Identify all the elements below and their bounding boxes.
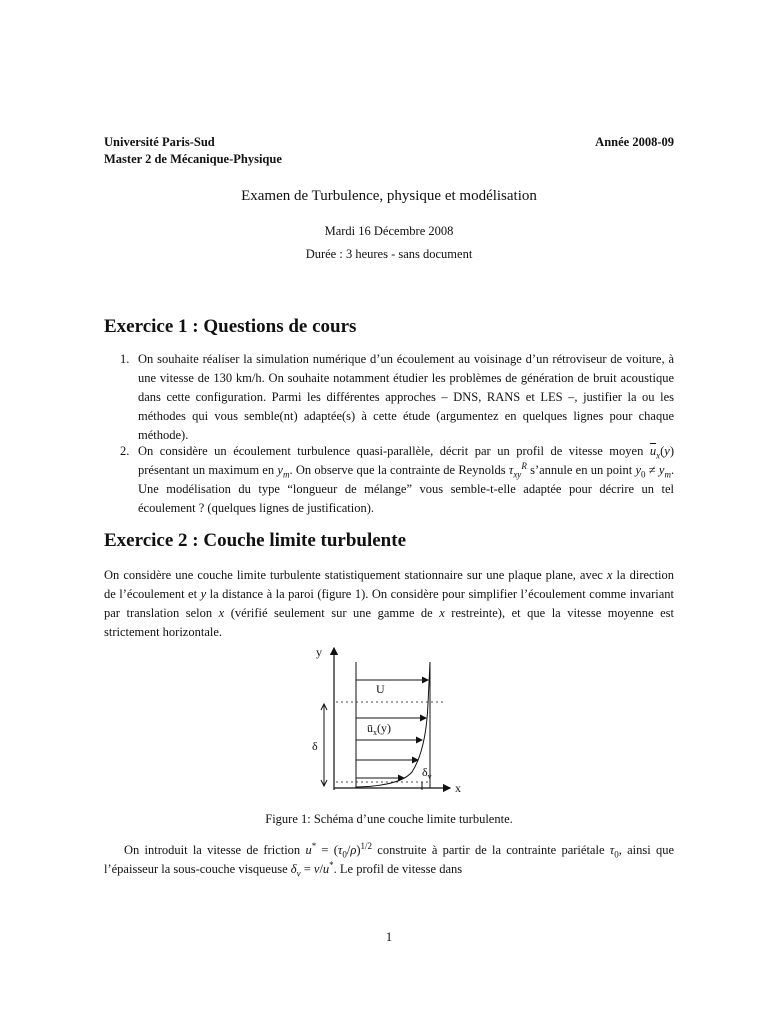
outer-velocity-label: U <box>376 682 385 696</box>
exam-title: Examen de Turbulence, physique et modélisation <box>241 188 537 204</box>
question-1-text: On souhaite réaliser la simulation numérique d’un écoulement au voisinage d’un rétroviseur de voiture, à une vitesse de 130 km/h. On souhaite notamment étudier les problèmes de génération de bruit acoustique dans cette configuration. Parmi les différentes approches – DNS, RANS et LES –, justifier la ou les méthodes qui vous semble(nt) adaptée(s) à cette étude (argumentez en quelques lignes pour chaque méthode). <box>138 352 674 442</box>
program-name: Master 2 de Mécanique-Physique <box>104 152 282 166</box>
x-axis-label: x <box>455 781 461 795</box>
question-2-text: On considère un écoulement turbulence quasi-parallèle, décrit par un profil de vitesse moyen $\overline{u}_x(y)$ présentant un maximum en $y_m$. On observe que la contrainte de Reynolds $\tau_{xy}^R$ s’annule en un point $y_0 \ne y_m$. Une modélisation du type “longueur de mélange” vous semble-t-elle adaptée pour décrire un tel écoulement ? (quelques lignes de justification). <box>138 444 675 515</box>
question-2-number: 2. <box>120 444 130 458</box>
exercise1-title: Exercice 1 : Questions de cours <box>104 316 357 337</box>
delta-v-label: $\delta_v$ <box>422 765 432 781</box>
academic-year: Année 2008-09 <box>595 135 674 149</box>
question-1-number: 1. <box>120 352 130 366</box>
exercise2-friction-paragraph: On introduit la vitesse de friction $u^* = (\tau_0/\rho)^{1/2}$ construite à partir de la contrainte pariétale $\tau_0$, ainsi que l’épaisseur la sous-couche visqueuse $\delta_v = \nu/u^*$. Le profil de vitesse dans <box>104 840 675 879</box>
question-2 <box>120 442 674 518</box>
delta-label: δ <box>312 739 318 753</box>
boundary-layer-figure <box>300 640 500 800</box>
page-number: 1 <box>385 930 393 944</box>
question-1 <box>120 350 674 445</box>
exercise2-intro: On considère une couche limite turbulente statistiquement stationnaire sur une plaque plane, avec x la direction de l’écoulement et y la distance à la paroi (figure 1). On considère pour simplifier l’écoulement comme invariant par translation selon x (vérifié seulement sur une gamme de x restreinte), et que la vitesse moyenne est strictement horizontale. <box>104 568 675 639</box>
exam-duration: Durée : 3 heures - sans document <box>305 247 473 261</box>
exam-date: Mardi 16 Décembre 2008 <box>324 224 454 238</box>
boundary-layer-diagram <box>300 640 500 800</box>
university-name: Université Paris-Sud <box>104 135 215 149</box>
exercise2-title: Exercice 2 : Couche limite turbulente <box>104 530 406 551</box>
header-left <box>104 134 282 168</box>
mean-velocity-label: $ū_x(y)$ <box>367 721 391 737</box>
figure-caption: Figure 1: Schéma d’une couche limite turbulente. <box>265 812 513 826</box>
y-axis-label: y <box>316 645 322 659</box>
